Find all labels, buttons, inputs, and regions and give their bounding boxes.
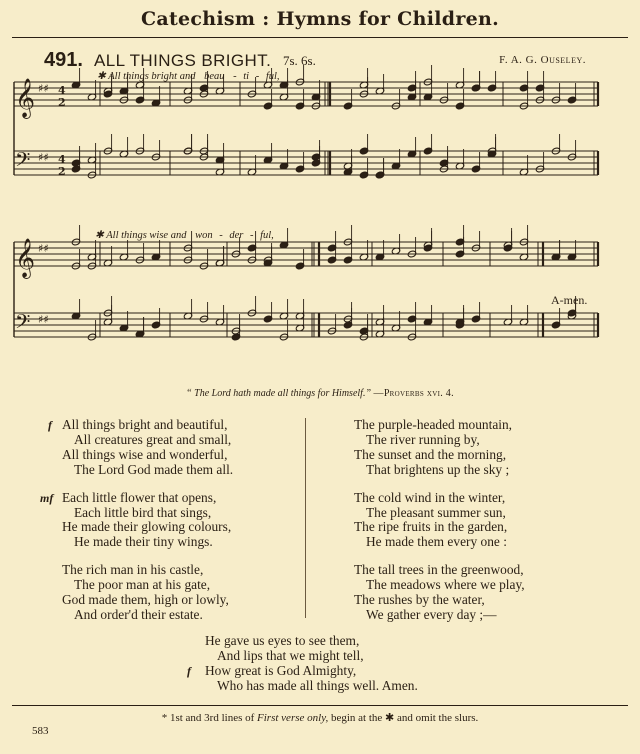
verse-line-text: How great is God Almighty,	[205, 662, 357, 678]
verse-line: That brightens up the sky ;	[366, 461, 510, 477]
running-head: Catechism : Hymns for Children.	[140, 8, 500, 30]
bass-clef: 𝄢	[15, 310, 31, 338]
underlay-word: ful,	[265, 71, 280, 82]
dynamic-mark: mf	[40, 490, 54, 505]
underlay-word: beau	[204, 71, 225, 82]
page-number: 583	[32, 725, 49, 737]
dynamic-mark: f	[48, 418, 52, 432]
epigraph-reference: —Proverbs xvi. 4.	[373, 388, 454, 399]
verse-line: The tall trees in the greenwood,	[354, 562, 524, 578]
key-signature: ♯♯	[38, 313, 49, 326]
final-verse	[187, 633, 418, 694]
bass-clef: 𝄢	[15, 148, 31, 176]
composer: F. A. G. Ouseley.	[499, 54, 586, 66]
verse-line: The poor man at his gate,	[74, 577, 211, 593]
verse-stanza	[62, 563, 233, 623]
underlay-word: ful,	[260, 230, 274, 241]
underlay-word: der	[229, 230, 244, 241]
footnote-italic: First verse only,	[257, 712, 329, 724]
verse-line: Each little bird that sings,	[74, 504, 212, 520]
verses-right-column	[354, 418, 525, 623]
verse-line: God made them, high or lowly,	[62, 592, 229, 608]
verse-line: And order'd their estate.	[74, 606, 203, 622]
meter: 7s. 6s.	[283, 53, 316, 68]
underlay-word: -	[249, 230, 254, 241]
verses-left-column	[40, 417, 234, 623]
verse-line: All creatures great and small,	[74, 431, 232, 447]
staff-lines	[14, 82, 598, 337]
underlay-word: ✱ All things wise and	[95, 230, 187, 241]
verse-line: He gave us eyes to see them,	[205, 633, 360, 648]
verse-line	[40, 489, 233, 506]
verse-line: The rushes by the water,	[354, 592, 485, 608]
verse-line: The Lord God made them all.	[74, 461, 234, 477]
verse-line: He made their glowing colours,	[62, 519, 232, 535]
verse-line: We gather every day ;—	[366, 606, 497, 622]
treble-clef: 𝄞	[15, 78, 36, 118]
underlay-word: -	[255, 71, 260, 82]
underlay-system-2	[95, 229, 274, 241]
verse-line: He made them every one :	[366, 534, 507, 550]
underlay-word: ti	[243, 71, 250, 82]
treble-clef: 𝄞	[15, 238, 36, 278]
amen-label: A-men.	[551, 293, 588, 307]
verse-line-text: All things bright and beautiful,	[62, 417, 228, 432]
epigraph-quote: “ The Lord hath made all things for Himself.”	[186, 388, 372, 399]
verse-line: The pleasant summer sun,	[366, 504, 506, 520]
underlay-word: -	[219, 230, 223, 241]
time-signature: 2	[58, 165, 66, 178]
verse-line: He made their tiny wings.	[74, 534, 213, 550]
clefs	[15, 78, 66, 338]
verse-line: The sunset and the morning,	[354, 446, 507, 462]
verse-line	[187, 662, 418, 679]
underlay-word: won	[195, 230, 213, 241]
underlay-word: -	[233, 71, 237, 82]
dynamic-mark: f	[187, 663, 191, 678]
verse-line: The cold wind in the winter,	[354, 489, 506, 505]
footnote-lead: * 1st and 3rd lines of	[161, 712, 255, 724]
footnote-rest: begin at the ✱ and omit the slurs.	[330, 712, 479, 724]
key-signature: ♯♯	[38, 82, 49, 95]
verse-line-text: Each little flower that opens,	[62, 489, 217, 505]
hymn-title: ALL THINGS BRIGHT.	[94, 51, 272, 70]
column-divider	[305, 418, 306, 618]
verse-line: Who has made all things well. Amen.	[217, 677, 418, 693]
time-signature: 4	[58, 153, 66, 166]
verse-stanza	[354, 563, 525, 623]
verse-line: And lips that we might tell,	[217, 647, 364, 663]
verse-line: The river running by,	[366, 431, 480, 447]
underlay-word: ✱ All things bright and	[97, 71, 196, 82]
time-signature: 2	[58, 96, 66, 109]
verse-stanza	[354, 418, 525, 478]
verse-line: The purple-headed mountain,	[354, 417, 513, 432]
verse-line	[48, 417, 233, 433]
epigraph	[0, 388, 640, 399]
verse-line: The ripe fruits in the garden,	[354, 519, 508, 535]
verse-stanza	[354, 491, 525, 551]
verse-line: The meadows where we play,	[366, 577, 525, 593]
barlines	[14, 82, 598, 337]
verse-line: The rich man in his castle,	[62, 562, 204, 578]
key-signature: ♯♯	[38, 151, 49, 164]
key-signature: ♯♯	[38, 242, 49, 255]
verse-stanza	[48, 417, 234, 478]
footnote-rule	[12, 705, 628, 706]
time-signature: 4	[58, 84, 66, 97]
verse-line: All things wise and wonderful,	[62, 446, 228, 462]
hymn-number: 491.	[44, 49, 83, 71]
underlay-system-1	[97, 70, 280, 82]
footnote	[0, 711, 640, 724]
verse-stanza	[40, 489, 233, 551]
